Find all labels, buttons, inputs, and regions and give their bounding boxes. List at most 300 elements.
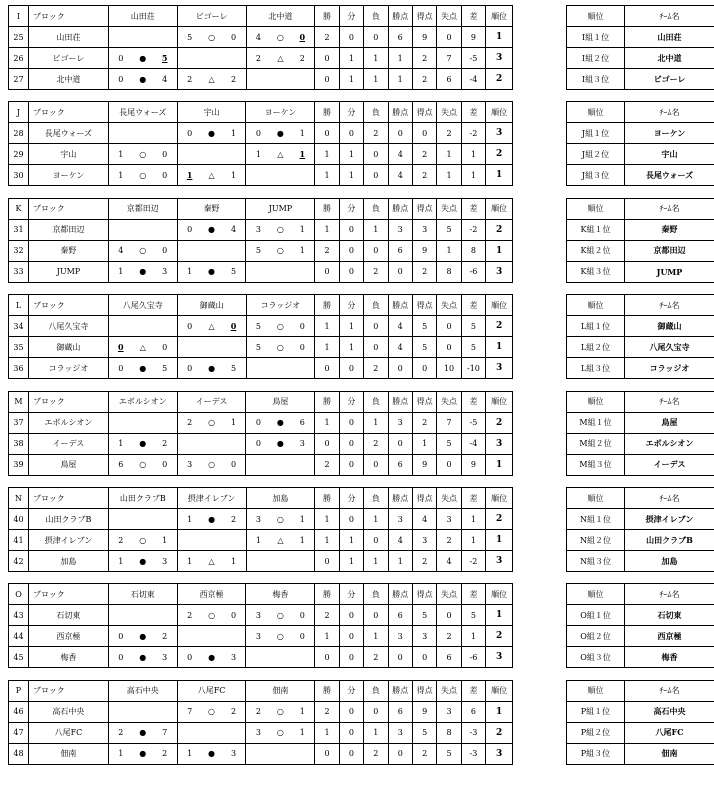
wins-cell: 0: [315, 433, 339, 454]
diff-header: 差: [461, 295, 485, 316]
goals-against-cell: 0: [437, 27, 461, 48]
points-cell: 3: [388, 509, 412, 530]
ranking-row: [567, 605, 714, 626]
draws-cell: 0: [339, 412, 363, 433]
loss-header: 負: [364, 6, 388, 27]
points-cell: 0: [388, 743, 412, 764]
block-label: ブロック: [28, 6, 108, 27]
goal-diff-cell: 1: [461, 626, 485, 647]
result-mark: ○: [133, 165, 153, 186]
ranking-table-l: [566, 294, 714, 379]
goals-for-header: 得点: [412, 488, 436, 509]
score-cell: 0: [246, 123, 270, 144]
score-cell: 7: [153, 722, 177, 743]
score-cell: 0: [108, 626, 132, 647]
score-cell: 2: [246, 701, 270, 722]
losses-cell: 0: [364, 240, 388, 261]
score-cell: 1: [108, 743, 132, 764]
self-match-cell: [246, 454, 315, 475]
team-name: 秦野: [28, 240, 108, 261]
ranking-team: 八尾久宝寺: [625, 337, 714, 358]
result-mark: △: [133, 337, 153, 358]
score-cell: 3: [290, 433, 314, 454]
score-cell: 0: [222, 454, 246, 475]
opponent-header: ビゴーレ: [177, 6, 246, 27]
table-row: [9, 69, 513, 90]
table-row: [9, 433, 513, 454]
team-name: 山田荘: [28, 27, 108, 48]
result-mark: ○: [202, 454, 222, 475]
ranking-position: I組３位: [567, 69, 625, 90]
team-name: JUMP: [28, 261, 108, 282]
score-cell: 1: [290, 722, 314, 743]
team-name: 梅香: [28, 647, 108, 668]
score-cell: 4: [108, 240, 132, 261]
rank-column-header: 順位: [567, 680, 625, 701]
result-mark: ○: [202, 412, 222, 433]
wins-cell: 0: [315, 743, 339, 764]
draws-cell: 0: [339, 647, 363, 668]
table-row: [9, 165, 513, 186]
draws-cell: 0: [339, 261, 363, 282]
losses-cell: 2: [364, 358, 388, 379]
points-cell: 4: [388, 337, 412, 358]
goals-for-cell: 5: [412, 605, 436, 626]
score-cell: 0: [108, 358, 132, 379]
goals-for-cell: 9: [412, 240, 436, 261]
block-label: ブロック: [28, 198, 108, 219]
score-value: 1: [299, 149, 306, 160]
ranking-table-i: [566, 5, 714, 90]
points-cell: 0: [388, 123, 412, 144]
ranking-team: JUMP: [625, 261, 714, 282]
block-letter: K: [9, 198, 29, 219]
score-cell: 2: [290, 48, 314, 69]
team-number: 36: [9, 358, 29, 379]
score-cell: 1: [177, 509, 201, 530]
ranking-team: 鳥屋: [625, 412, 714, 433]
ranking-position: M組１位: [567, 412, 625, 433]
ranking-position: K組３位: [567, 261, 625, 282]
score-cell: 5: [246, 240, 270, 261]
ranking-row: [567, 27, 714, 48]
result-mark: △: [202, 165, 222, 186]
result-mark: ○: [270, 27, 290, 48]
score-cell: 7: [177, 701, 201, 722]
losses-cell: 2: [364, 743, 388, 764]
ranking-team: ビゴーレ: [625, 69, 714, 90]
goals-for-cell: 3: [412, 626, 436, 647]
self-match-cell: [177, 626, 246, 647]
ranking-position: O組２位: [567, 626, 625, 647]
self-match-cell: [177, 144, 246, 165]
wins-cell: 1: [315, 144, 339, 165]
goals-against-header: 失点: [437, 198, 461, 219]
ranking-row: [567, 743, 714, 764]
wins-cell: 0: [315, 358, 339, 379]
table-row: [9, 454, 513, 475]
ranking-row: [567, 530, 714, 551]
rank-cell: 3: [486, 358, 513, 379]
wins-cell: 2: [315, 454, 339, 475]
opponent-header: 御蔵山: [177, 295, 246, 316]
score-cell: 6: [290, 412, 314, 433]
team-number: 34: [9, 316, 29, 337]
losses-cell: 0: [364, 454, 388, 475]
score-cell: 1: [108, 261, 132, 282]
ranking-position: P組１位: [567, 701, 625, 722]
table-row: [9, 123, 513, 144]
result-mark: ○: [133, 240, 153, 261]
ranking-position: I組１位: [567, 27, 625, 48]
ranking-row: [567, 123, 714, 144]
goals-for-cell: 5: [412, 722, 436, 743]
self-match-cell: [108, 219, 177, 240]
goal-diff-cell: -4: [461, 69, 485, 90]
result-mark: ●: [202, 123, 222, 144]
score-cell: 3: [222, 743, 246, 764]
score-cell: 3: [246, 605, 270, 626]
result-mark: ●: [202, 743, 222, 764]
wins-cell: 0: [315, 647, 339, 668]
rank-column-header: 順位: [567, 102, 625, 123]
result-mark: ●: [133, 722, 153, 743]
league-table-m: [8, 391, 513, 476]
goals-for-cell: 2: [412, 165, 436, 186]
ranking-row: [567, 261, 714, 282]
self-match-cell: [246, 69, 315, 90]
opponent-header: 山田クラブB: [108, 488, 177, 509]
losses-cell: 0: [364, 144, 388, 165]
goals-against-header: 失点: [437, 6, 461, 27]
result-mark: ●: [133, 626, 153, 647]
goals-against-cell: 2: [437, 626, 461, 647]
score-cell: 3: [246, 219, 270, 240]
score-cell: 5: [177, 27, 201, 48]
result-mark: ●: [133, 647, 153, 668]
goals-against-header: 失点: [437, 295, 461, 316]
draws-cell: 0: [339, 433, 363, 454]
rank-cell: 1: [486, 165, 513, 186]
rank-column-header: 順位: [567, 488, 625, 509]
team-number: 31: [9, 219, 29, 240]
team-name: 長尾ウォーズ: [28, 123, 108, 144]
goal-diff-cell: 1: [461, 144, 485, 165]
header-row: [9, 488, 513, 509]
score-cell: 1: [108, 551, 132, 572]
goal-diff-cell: 5: [461, 337, 485, 358]
team-name-column-header: ﾁｰﾑ名: [625, 198, 714, 219]
goals-against-cell: 7: [437, 48, 461, 69]
score-cell: 2: [177, 605, 201, 626]
league-table-o: [8, 583, 513, 668]
result-mark: ●: [133, 48, 153, 69]
wins-cell: 1: [315, 219, 339, 240]
score-cell: 4: [222, 219, 246, 240]
points-cell: 1: [388, 69, 412, 90]
score-cell: 1: [108, 433, 132, 454]
opponent-header: 京都田辺: [108, 198, 177, 219]
draws-cell: 0: [339, 358, 363, 379]
ranking-team: 山田クラブB: [625, 530, 714, 551]
goals-for-cell: 5: [412, 337, 436, 358]
goal-diff-cell: 5: [461, 316, 485, 337]
self-match-cell: [246, 743, 315, 764]
ranking-team: イーデス: [625, 454, 714, 475]
score-cell: 0: [222, 27, 246, 48]
block-label: ブロック: [28, 295, 108, 316]
score-value: 0: [299, 32, 306, 42]
ranking-row: [567, 454, 714, 475]
team-name: 佃南: [28, 743, 108, 764]
self-match-cell: [177, 530, 246, 551]
ranking-team: 御蔵山: [625, 316, 714, 337]
goals-for-cell: 2: [412, 551, 436, 572]
ranking-header-row: [567, 295, 714, 316]
score-cell: 0: [177, 219, 201, 240]
losses-cell: 1: [364, 219, 388, 240]
ranking-team: 高石中央: [625, 701, 714, 722]
ranking-position: K組２位: [567, 240, 625, 261]
team-name: 鳥屋: [28, 454, 108, 475]
table-row: [9, 337, 513, 358]
goal-diff-cell: -5: [461, 412, 485, 433]
opponent-header: 高石中央: [108, 680, 177, 701]
result-mark: ○: [270, 337, 290, 358]
ranking-team: コラッジオ: [625, 358, 714, 379]
rank-cell: 1: [486, 454, 513, 475]
score-cell: 0: [108, 48, 132, 69]
team-name: 摂津イレブン: [28, 530, 108, 551]
score-cell: 2: [246, 48, 270, 69]
wins-cell: 0: [315, 48, 339, 69]
rank-cell: 3: [486, 551, 513, 572]
draw-header: 分: [339, 295, 363, 316]
team-name-column-header: ﾁｰﾑ名: [625, 6, 714, 27]
score-cell: 2: [222, 69, 246, 90]
rank-header: 順位: [486, 102, 513, 123]
result-mark: ○: [270, 626, 290, 647]
result-mark: △: [270, 530, 290, 551]
draws-cell: 0: [339, 605, 363, 626]
points-header: 勝点: [388, 680, 412, 701]
draws-cell: 1: [339, 551, 363, 572]
team-name-column-header: ﾁｰﾑ名: [625, 488, 714, 509]
draws-cell: 0: [339, 509, 363, 530]
result-mark: ○: [270, 509, 290, 530]
block-letter: N: [9, 488, 29, 509]
team-number: 27: [9, 69, 29, 90]
ranking-table-m: [566, 391, 714, 476]
score-cell: 3: [153, 647, 177, 668]
points-cell: 4: [388, 165, 412, 186]
points-cell: 6: [388, 701, 412, 722]
win-header: 勝: [315, 391, 339, 412]
team-number: 42: [9, 551, 29, 572]
rank-header: 順位: [486, 488, 513, 509]
ranking-row: [567, 551, 714, 572]
score-cell: 1: [222, 123, 246, 144]
self-match-cell: [246, 261, 315, 282]
goals-against-header: 失点: [437, 102, 461, 123]
self-match-cell: [108, 701, 177, 722]
block-letter: O: [9, 584, 29, 605]
table-row: [9, 530, 513, 551]
score-cell: 3: [222, 647, 246, 668]
rank-cell: 1: [486, 701, 513, 722]
losses-cell: 0: [364, 165, 388, 186]
opponent-header: 佃南: [246, 680, 315, 701]
ranking-team: 山田荘: [625, 27, 714, 48]
goals-for-cell: 2: [412, 48, 436, 69]
wins-cell: 1: [315, 316, 339, 337]
goals-against-cell: 0: [437, 316, 461, 337]
goals-for-header: 得点: [412, 102, 436, 123]
opponent-header: JUMP: [246, 198, 315, 219]
opponent-header: 北中道: [246, 6, 315, 27]
ranking-header-row: [567, 584, 714, 605]
wins-cell: 1: [315, 530, 339, 551]
score-cell: 4: [246, 27, 270, 48]
draw-header: 分: [339, 584, 363, 605]
self-match-cell: [177, 240, 246, 261]
goals-for-header: 得点: [412, 198, 436, 219]
table-row: [9, 647, 513, 668]
ranking-position: I組２位: [567, 48, 625, 69]
result-mark: ○: [133, 530, 153, 551]
wins-cell: 0: [315, 123, 339, 144]
result-mark: ●: [202, 358, 222, 379]
opponent-header: 梅香: [246, 584, 315, 605]
wins-cell: 1: [315, 165, 339, 186]
draws-cell: 0: [339, 240, 363, 261]
team-name: 石切東: [28, 605, 108, 626]
rank-column-header: 順位: [567, 391, 625, 412]
diff-header: 差: [461, 584, 485, 605]
team-name: 京都田辺: [28, 219, 108, 240]
wins-cell: 2: [315, 605, 339, 626]
points-cell: 1: [388, 551, 412, 572]
points-cell: 0: [388, 647, 412, 668]
ranking-row: [567, 48, 714, 69]
score-cell: 2: [177, 69, 201, 90]
diff-header: 差: [461, 680, 485, 701]
goal-diff-cell: -6: [461, 647, 485, 668]
rank-cell: 3: [486, 743, 513, 764]
score-cell: 1: [290, 240, 314, 261]
score-cell: 0: [246, 412, 270, 433]
points-cell: 1: [388, 48, 412, 69]
draws-cell: 0: [339, 454, 363, 475]
result-mark: ●: [133, 743, 153, 764]
score-cell: 2: [222, 509, 246, 530]
draws-cell: 0: [339, 219, 363, 240]
result-mark: △: [202, 551, 222, 572]
team-name-column-header: ﾁｰﾑ名: [625, 295, 714, 316]
result-mark: ●: [133, 261, 153, 282]
block-letter: J: [9, 102, 29, 123]
score-cell: 5: [153, 358, 177, 379]
win-header: 勝: [315, 680, 339, 701]
opponent-header: 石切東: [108, 584, 177, 605]
ranking-position: O組３位: [567, 647, 625, 668]
team-name: 御蔵山: [28, 337, 108, 358]
ranking-row: [567, 701, 714, 722]
rank-cell: 2: [486, 412, 513, 433]
diff-header: 差: [461, 198, 485, 219]
goals-against-cell: 0: [437, 337, 461, 358]
ranking-team: 京都田辺: [625, 240, 714, 261]
header-row: [9, 198, 513, 219]
result-mark: △: [202, 69, 222, 90]
block-letter: P: [9, 680, 29, 701]
ranking-position: M組３位: [567, 454, 625, 475]
block-letter: I: [9, 6, 29, 27]
goals-against-cell: 3: [437, 701, 461, 722]
ranking-row: [567, 337, 714, 358]
table-row: [9, 722, 513, 743]
score-cell: 1: [246, 530, 270, 551]
team-name: イーデス: [28, 433, 108, 454]
points-header: 勝点: [388, 488, 412, 509]
rank-cell: 2: [486, 722, 513, 743]
team-name-column-header: ﾁｰﾑ名: [625, 102, 714, 123]
score-cell: 0: [290, 605, 314, 626]
goals-for-cell: 3: [412, 219, 436, 240]
rank-column-header: 順位: [567, 584, 625, 605]
diff-header: 差: [461, 6, 485, 27]
score-value: 0: [118, 342, 124, 353]
table-row: [9, 412, 513, 433]
ranking-header-row: [567, 198, 714, 219]
team-name: 山田クラブB: [28, 509, 108, 530]
block-label: ブロック: [28, 102, 108, 123]
self-match-cell: [108, 412, 177, 433]
goals-against-cell: 0: [437, 454, 461, 475]
goal-diff-cell: -2: [461, 551, 485, 572]
score-cell: 5: [222, 261, 246, 282]
points-cell: 3: [388, 722, 412, 743]
goal-diff-cell: -2: [461, 123, 485, 144]
ranking-row: [567, 358, 714, 379]
result-mark: △: [270, 144, 290, 165]
draw-header: 分: [339, 680, 363, 701]
win-header: 勝: [315, 198, 339, 219]
score-cell: 6: [108, 454, 132, 475]
points-cell: 4: [388, 316, 412, 337]
score-cell: 1: [290, 219, 314, 240]
ranking-position: P組２位: [567, 722, 625, 743]
points-cell: 4: [388, 144, 412, 165]
losses-cell: 1: [364, 551, 388, 572]
wins-cell: 1: [315, 337, 339, 358]
league-table-j: [8, 101, 513, 186]
team-name-column-header: ﾁｰﾑ名: [625, 391, 714, 412]
self-match-cell: [177, 337, 246, 358]
team-number: 48: [9, 743, 29, 764]
ranking-position: J組３位: [567, 165, 625, 186]
goal-diff-cell: 9: [461, 27, 485, 48]
goal-diff-cell: 8: [461, 240, 485, 261]
score-cell: 1: [222, 412, 246, 433]
loss-header: 負: [364, 198, 388, 219]
draws-cell: 1: [339, 530, 363, 551]
losses-cell: 1: [364, 412, 388, 433]
score-cell: 3: [153, 551, 177, 572]
result-mark: ○: [202, 701, 222, 722]
draw-header: 分: [339, 488, 363, 509]
points-header: 勝点: [388, 102, 412, 123]
